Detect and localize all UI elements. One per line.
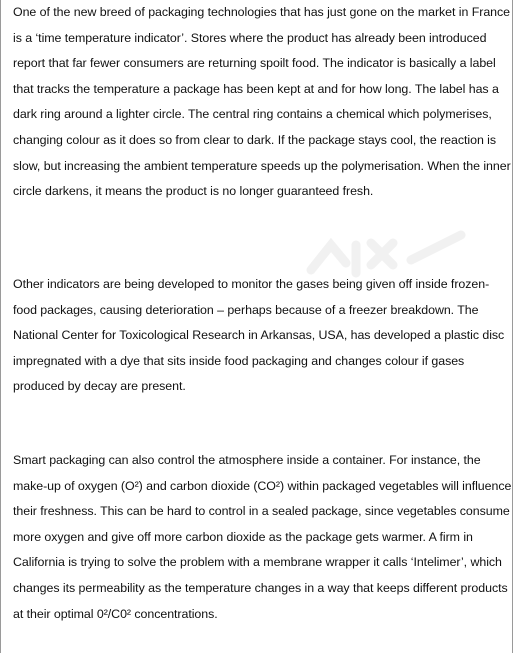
paragraph-time-temperature-indicator: One of the new breed of packaging technologies that has just gone on the market in France is a ‘time temperature indicator’. Stores where the product has already been introduced report that far fewer consumers are returning spoilt food. The indicator is basically a label that tracks the temperature a package has been kept at and for how long. The label has a dark ring around a lighter circle. The central ring contains a chemical which polymerises, changing colour as it does so from clear to dark. If the package stays cool, the reaction is slow, but increasing the ambient temperature speeds up the polymerisation. When the inner circle darkens, it means the product is no longer guaranteed fresh. — [13, 5, 511, 199]
paragraph-gas-indicators: Other indicators are being developed to monitor the gases being given off inside frozen-food packages, causing deterioration – perhaps because of a freezer breakdown. The National Center for Toxicological Research in Arkansas, USA, has developed a plastic disc impregnated with a dye that sits inside food packaging and changes colour if gases produced by decay are present. — [13, 277, 505, 394]
paragraph-atmosphere-control: Smart packaging can also control the atmosphere inside a container. For instance, the make-up of oxygen (O²) and carbon dioxide (CO²) within packaged vegetables will influence their freshness. This can be hard to control in a sealed package, since vegetables consume more oxygen and give off more carbon dioxide as the package gets warmer. A firm in California is trying to solve the problem with a membrane wrapper it calls ‘Intelimer’, which changes its permeability as the temperature changes in a way that keeps different products at their optimal 0²/C0² concentrations. — [13, 453, 512, 621]
